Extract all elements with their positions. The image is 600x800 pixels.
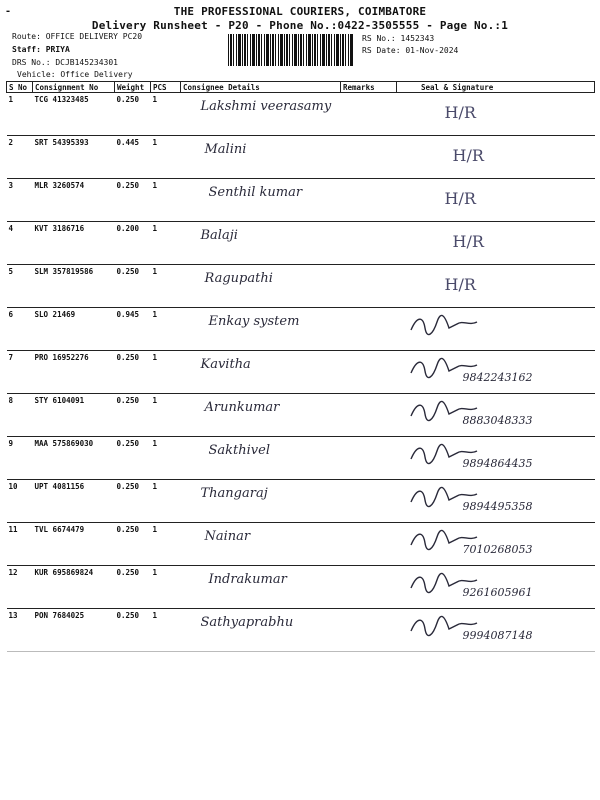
- row-pcs: 1: [151, 394, 181, 437]
- consignee-handwritten: Thangaraj: [200, 486, 268, 501]
- row-pcs: 1: [151, 265, 181, 308]
- row-consignee-cell: [181, 437, 341, 480]
- consignee-handwritten: Sakthivel: [208, 443, 270, 458]
- row-seal-signature: [397, 437, 595, 480]
- vehicle-field: Vehicle: Office Delivery: [17, 70, 133, 79]
- consignee-handwritten: Balaji: [200, 228, 238, 243]
- phone-number: 9894495358: [462, 500, 533, 513]
- phone-number: 9261605961: [462, 586, 533, 599]
- row-pcs: 1: [151, 566, 181, 609]
- row-weight: 0.250: [115, 437, 151, 480]
- row-consignment: PON 7684025: [33, 609, 115, 652]
- row-pcs: 1: [151, 351, 181, 394]
- table-row: [7, 609, 595, 652]
- row-consignment: KVT 3186716: [33, 222, 115, 265]
- row-consignment: UPT 4081156: [33, 480, 115, 523]
- table-row: [7, 480, 595, 523]
- row-consignment: TVL 6674479: [33, 523, 115, 566]
- row-seal-signature: [397, 394, 595, 437]
- rs-number: RS No.: 1452343: [362, 34, 435, 43]
- row-consignment: MAA 575869030: [33, 437, 115, 480]
- row-sno: 11: [7, 523, 33, 566]
- phone-number: 8883048333: [462, 414, 533, 427]
- row-consignment: STY 6104091: [33, 394, 115, 437]
- row-consignee-cell: [181, 308, 341, 351]
- table-row: [7, 437, 595, 480]
- row-seal-signature: [397, 523, 595, 566]
- row-consignment: KUR 695869824: [33, 566, 115, 609]
- row-sno: 1: [7, 93, 33, 136]
- row-seal-signature: [397, 179, 595, 222]
- row-seal-signature: [397, 222, 595, 265]
- row-weight: 0.250: [115, 609, 151, 652]
- table-row: [7, 179, 595, 222]
- consignee-handwritten: Nainar: [204, 529, 251, 544]
- row-weight: 0.200: [115, 222, 151, 265]
- row-pcs: 1: [151, 93, 181, 136]
- row-remarks: [341, 394, 397, 437]
- row-pcs: 1: [151, 523, 181, 566]
- row-seal-signature: [397, 609, 595, 652]
- table-row: [7, 265, 595, 308]
- consignee-handwritten: Lakshmi veerasamy: [200, 99, 332, 114]
- col-sno: S No: [7, 82, 33, 93]
- row-consignee-cell: [181, 136, 341, 179]
- row-weight: 0.250: [115, 351, 151, 394]
- consignee-handwritten: Senthil kumar: [208, 185, 303, 200]
- col-pcs: PCS: [151, 82, 181, 93]
- phone-number: 9842243162: [462, 371, 533, 384]
- row-weight: 0.445: [115, 136, 151, 179]
- row-sno: 6: [7, 308, 33, 351]
- signature-scribble: [409, 314, 479, 336]
- row-remarks: [341, 222, 397, 265]
- row-weight: 0.250: [115, 523, 151, 566]
- row-consignee-cell: [181, 351, 341, 394]
- row-remarks: [341, 437, 397, 480]
- row-consignment: SLM 357819586: [33, 265, 115, 308]
- row-remarks: [341, 265, 397, 308]
- col-weight: Weight: [115, 82, 151, 93]
- row-remarks: [341, 179, 397, 222]
- consignee-handwritten: Malini: [204, 142, 247, 157]
- row-weight: 0.250: [115, 265, 151, 308]
- phone-number: 9894864435: [462, 457, 533, 470]
- table-row: [7, 222, 595, 265]
- row-seal-signature: [397, 265, 595, 308]
- row-sno: 13: [7, 609, 33, 652]
- delivery-table: [6, 81, 595, 652]
- row-seal-signature: [397, 351, 595, 394]
- consignee-handwritten: Enkay system: [208, 314, 300, 329]
- row-sno: 2: [7, 136, 33, 179]
- table-row: [7, 523, 595, 566]
- col-consignment: Consignment No: [33, 82, 115, 93]
- handover-mark: H/R: [444, 103, 476, 122]
- row-seal-signature: [397, 136, 595, 179]
- consignee-handwritten: Kavitha: [200, 357, 251, 372]
- row-seal-signature: [397, 480, 595, 523]
- table-row: [7, 351, 595, 394]
- row-sno: 4: [7, 222, 33, 265]
- table-header-row: [7, 82, 595, 93]
- row-remarks: [341, 480, 397, 523]
- row-pcs: 1: [151, 609, 181, 652]
- col-consignee: Consignee Details: [181, 82, 341, 93]
- row-weight: 0.250: [115, 179, 151, 222]
- row-sno: 3: [7, 179, 33, 222]
- row-pcs: 1: [151, 222, 181, 265]
- row-remarks: [341, 93, 397, 136]
- row-weight: 0.250: [115, 394, 151, 437]
- row-consignment: TCG 41323485: [33, 93, 115, 136]
- route-field: Route: OFFICE DELIVERY PC20: [12, 32, 143, 41]
- row-consignee-cell: [181, 480, 341, 523]
- row-pcs: 1: [151, 480, 181, 523]
- row-consignee-cell: [181, 93, 341, 136]
- margin-mark: -: [5, 6, 12, 17]
- consignee-handwritten: Ragupathi: [204, 271, 273, 286]
- row-consignment: MLR 3260574: [33, 179, 115, 222]
- table-row: [7, 93, 595, 136]
- company-title: THE PROFESSIONAL COURIERS, COIMBATORE: [173, 5, 427, 18]
- row-sno: 5: [7, 265, 33, 308]
- row-pcs: 1: [151, 437, 181, 480]
- barcode-icon: [228, 34, 354, 66]
- row-consignment: PRO 16952276: [33, 351, 115, 394]
- phone-number: 9994087148: [462, 629, 533, 642]
- row-consignee-cell: [181, 609, 341, 652]
- handover-mark: H/R: [452, 146, 484, 165]
- row-pcs: 1: [151, 308, 181, 351]
- col-remarks: Remarks: [341, 82, 397, 93]
- row-sno: 10: [7, 480, 33, 523]
- row-consignment: SLO 21469: [33, 308, 115, 351]
- consignee-handwritten: Arunkumar: [204, 400, 280, 415]
- row-remarks: [341, 308, 397, 351]
- row-consignee-cell: [181, 265, 341, 308]
- table-row: [7, 566, 595, 609]
- row-sno: 8: [7, 394, 33, 437]
- row-remarks: [341, 609, 397, 652]
- row-remarks: [341, 523, 397, 566]
- row-pcs: 1: [151, 136, 181, 179]
- row-remarks: [341, 351, 397, 394]
- row-consignee-cell: [181, 523, 341, 566]
- row-consignment: SRT 54395393: [33, 136, 115, 179]
- runsheet-subtitle: Delivery Runsheet - P20 - Phone No.:0422-3505555 - Page No.:1: [91, 19, 509, 32]
- staff-field: Staff: PRIYA: [12, 45, 70, 54]
- phone-number: 7010268053: [462, 543, 533, 556]
- row-seal-signature: [397, 93, 595, 136]
- row-weight: 0.945: [115, 308, 151, 351]
- handover-mark: H/R: [452, 232, 484, 251]
- row-remarks: [341, 566, 397, 609]
- row-seal-signature: [397, 566, 595, 609]
- row-sno: 9: [7, 437, 33, 480]
- row-consignee-cell: [181, 394, 341, 437]
- col-seal: Seal & Signature: [397, 82, 595, 93]
- consignee-handwritten: Sathyaprabhu: [200, 615, 294, 630]
- rs-date: RS Date: 01-Nov-2024: [362, 46, 459, 55]
- table-row: [7, 136, 595, 179]
- row-remarks: [341, 136, 397, 179]
- row-weight: 0.250: [115, 480, 151, 523]
- consignee-handwritten: Indrakumar: [208, 572, 287, 587]
- row-weight: 0.250: [115, 93, 151, 136]
- row-pcs: 1: [151, 179, 181, 222]
- drs-number: DRS No.: DCJB145234301: [12, 58, 118, 67]
- handover-mark: H/R: [444, 189, 476, 208]
- row-consignee-cell: [181, 566, 341, 609]
- row-consignee-cell: [181, 222, 341, 265]
- row-consignee-cell: [181, 179, 341, 222]
- row-sno: 7: [7, 351, 33, 394]
- handover-mark: H/R: [444, 275, 476, 294]
- row-seal-signature: [397, 308, 595, 351]
- table-row: [7, 394, 595, 437]
- row-weight: 0.250: [115, 566, 151, 609]
- table-row: [7, 308, 595, 351]
- row-sno: 12: [7, 566, 33, 609]
